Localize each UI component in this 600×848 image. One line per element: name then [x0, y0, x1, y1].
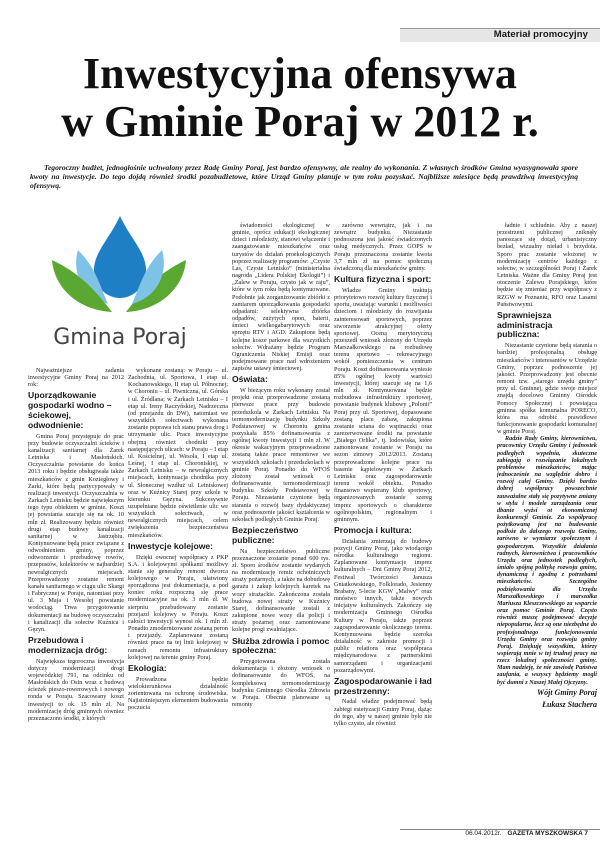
footer — [465, 830, 588, 837]
article-column-1 — [28, 367, 124, 822]
paragraph: Największa tegoroczna inwestycja dotyczy modernizacji drogi wojewódzkiej 791, na odcinku od Masłońskich do Osin wraz z budową ścieżek pieszo-rowerowych i nowego ronda w Poraju. Szacowany koszt inwestycji to ok. 15 mln zł. Na modernizację dróg gminnych równiez przeznaczono środki, z których — [28, 657, 124, 722]
lead-paragraph: Tegoroczny budżet, jednogłośnie uchwalony przez Radę Gminy Poraj, jest bardzo ofensywny, ale realny do wykonania. Z własnych środków Gmina wyasygnowała spore kwoty na inwestycje. Do tego dojdą również środki pozabudżetowe, które Urząd Gminy planuje w tym roku pozyskać. Najbliższe miesiące będą prawdziwą inwestycyjną ofensywą. — [30, 163, 578, 190]
paragraph: Przygotowana została dokumentacja i złożony wniosek o dofinansowanie do WFOŚ, na kompleksową termomodernizację budynku Gminnego Ośrodka Zdrowia w Poraju. Obecnie planowane są remonty — [232, 658, 330, 709]
paragraph: Niezastanie czynione będą starania o bardziej profesjonalną obsługę mieszkańców i interesantów w Urzędzie Gminy, poprzez podnoszenie jej jakości. Przeprowadzony jest obecnie remont tzw. „starego urzędu gminy” przy ul. Gminnej, gdzie swoje miejsce znajdą docelowo Gminny Ośrodek Pomocy Społecznej i powstająca gminna spółka komunalna PORECO, która ma odrobić prawidłowe funkcjonowanie gospodarki komunalnej w gminie Poraj. — [497, 342, 597, 436]
signature-name: Łukasz Stachera — [542, 699, 597, 709]
logo-text: Gmina Poraj — [53, 325, 187, 350]
logo-graphic — [26, 212, 214, 360]
footer-date: 06.04.2012r. — [465, 830, 502, 837]
headline-line-2: w Gminie Poraj w 2012 r. — [61, 97, 539, 146]
footer-label: GAZETA MYSZKOWSKA 7 — [507, 830, 588, 837]
paragraph: Nadal władze podejmować będą zabiegi estetyzacji Gminy Poraj, dążąc do tego, aby w naszej gminie było nie tylko czysto, ale również — [334, 698, 432, 727]
section-heading-ecology: Ekologia: — [128, 662, 167, 673]
paragraph: Na bezpieczeństwo publiczne przeznaczone zostanie ponad 600 tys. zł. Sporo środków zostanie wydanych na modernizację remiz ochotniczych straży pożarnych, a także na dobudowę garażu i zakup kolejnych karetek na wozy strażackie. Zakończona została budowa nowej straży w Kuźnicy Starej, dofinansowanie zostali z zakupione nowe wozy dla policji i straży pożarnej oraz zamontowane kolejne progi zwalniające. — [232, 547, 330, 634]
paragraph: Prowadzona będzie wielokierunkowa działalność zorientowana na ochronę środowiska. Najistotniejszym elementem budowania poczucia — [128, 675, 228, 712]
section-heading-sport: Kultura fizyczna i sport: — [334, 274, 432, 285]
intro-paragraph: Najważniejsze zadania inwestycyjne Gminy Poraj na 2012 rok: — [28, 367, 124, 389]
gmina-poraj-logo — [26, 212, 214, 360]
section-heading-administration: Sprawniejsza administracja publiczna: — [497, 309, 553, 340]
article-column-5 — [497, 222, 597, 822]
section-heading-railway: Inwestycje kolejowe: — [128, 540, 214, 551]
paragraph: zarówno wewnątrz, jak i na zewnątrz budynku. Niezastanie podnoszona jest jakość świadczonych usług medycznych. Przez GOPS w Poraju przeznaczona zostanie kwota 3,7 mln zł na pomoc społeczną świadczoną dla mieszkańców gminy. — [334, 222, 432, 272]
promo-label: Materiał promocyjny — [493, 29, 588, 40]
section-heading-health: Służba zdrowia i pomoc społeczna: — [232, 635, 330, 656]
headline — [0, 50, 600, 146]
article-column-4 — [334, 222, 432, 822]
paragraph: W bieżącym roku wykonany został projekt oraz przeprowadzone zostaną pierwsze prace przy budowie przedszkola w Żarkach Letnisku. Na termomodernizację budynku Szkoły Podstawowej w Choroniu gmina pozyskała 85% dofinansowania z ogólnej kwoty inwestycji 1 mln zł. W okresie wakacyjnym przeprowadzone zostaną także prace remontowe we wszystkich szkołach i przedszkolach w gminie Poraj. Ponadto do WFOŚ złożony został wniosek o dofinansowanie termomodernizacji budynku Szkoły Podstawowej w Poraju. Niezastanie czynione będą starania o rozwój bazy dydaktycznej oraz podnoszenie jakości kształcenia w szkołach podległych Gminie Poraj. — [232, 387, 330, 523]
article-column-3 — [232, 222, 330, 822]
paragraph: Działania zmierzają do budowy pozycji Gminy Poraj, jako wiodącego ośrodka kulturalnego regionu. Zaplanowane kontynuacje imprez kulturalnych – Dni Gminy Poraj 2012, Festiwal Twórczości Janusza Gniatkowskiego, Folklorado, Jesienny Brabany, 5-lecie KGW „Malwy” oraz mnóstwo innych, także nowych inicjatyw kulturalnych. Zakończy się modernizacja Gminnego Ośrodka Kultury w Poraju, także poprzez zagospodarowanie okolicznego terenu. Kontynuowana będzie szeroka działalność w zakresie promocji i public relations oraz współpraca międzynarodowa z partnerskimi samorządami i organizacjami pozarządowymi. — [334, 537, 432, 674]
article-column-2 — [128, 367, 228, 822]
signature-title: Wójt Gminy Poraj — [536, 687, 597, 697]
section-heading-water: Uporządkowanie gospodarki wodno – ściekowej, odwodnienie: — [28, 390, 112, 430]
paragraph: Gmina Poraj przystępuje do prac przy budowie oczyszczalni ścieków i kanalizacji sanitarnej dla Żarek Letniska i Masłońskich. Oczyszczalnia powstanie do końca 2013 roku i będzie obsługiwała także mieszkańców z gmin Koziegłowy i Żarki, które będą partycypowały w realizacji inwestycji. Oczyszczalnia w Żarkach Letnisku będzie największym tego typu obiektem w gminie. Koszt jej powstania szacuje się na ok. 10 mln zł. Realizowany będzie również drugi etap budowy kanalizacji sanitarnej w Jastrzębiu. Kontynuowane będą prace związane z odwodnieniem gminy, poprzez odtworzenie i przebudowę rowów, przepustów, kolektorów w najbardziej newralgicznych miejscach. Przeprowadzony zostanie remont kanału sanitarnego w ciągu ulic Skargi i Fabrycznej w Poraju, natomiast przy ul. 3 Maja i Wesołej powstanie wodociąg. Trwa przygotowanie dokumentacji na budowę oczyszczalni i kanalizacji dla sołectw Kuźnica i Gęzyn. — [28, 432, 124, 633]
closing-paragraph: Radzie Rady Gminy, kierownictwu, pracownicy Urzędu Gminy i jednostek podległych wypełnia, skuteczne zabiegają o rozwiązanie lokalnych problemów mieszkańców, mając jednocześnie na względzie dobro i rozwój całej Gminy. Dzięki bardzo dobrej współpracy powszechnie zauważalne stały się pozytywne zmiany w stylu i modele zarządzania oraz dbanie wyżsi ot ekonomicznej konkurencji Gminie. Za współpracę pożytkowaną jest na budowanie podłoże do dalszego rozwoju Gminy, zarówno w wymiarze społecznym i gospodarczym. Wszystkie działania radnych, kierownictwa i pracowników Urzędu oraz jednostek podległych, śmiało spójną politykę rozwoju gminy, dynamiczną i zgodną z potrzebami mieszkańców. Szczególne podziękowania dla Urzędu Marszałkowskiego i marszałka Mariusza Kleszczewskiego za wsparcie oraz pomoc Gminie Poraj. Często również muszę podejmować decyzje niepopularne, lecz są one niezbędne do profesjonalnego funkcjonowania Urzędu Gminy oraz rozwoju gminy Poraj. Dziękuję wszystkim, którzy wspierają mnie w tej trudnej pracy na rzecz lokalnej społeczności gminy. Mam nadzieję, że nie zawiodę Państwa zaufania, a wszyscy będziemy mogli być dumni z Naszej Małej Ojczyzny. — [497, 435, 597, 686]
section-heading-education: Oświata: — [232, 374, 268, 385]
paragraph: wykonane zostaną: w Poraju – ul. Zachodnia, ul. Sportowa, I etap ul. Kochanowskiego, II etap ul. Północnej; w Choroniu – ul. Piwniczna, ul. Górska i ul. Źródlana; w Żarkach Letnisku – I etap ul. Ireny Raczyńskiej, Nadrzeczna (od przejazdu do DW), natomiast we wszystkich sołectwach wykonana zostanie poprawa ich stanu prawa drog i utrzymanie ulic. Prace inwestycyjne obejmą również chodniki przy następujących ulicach: w Poraju – I etap ul. Kościelnej, ul. Wesoła, I etap ul. Leśnej, I etap ul. Choroniskiej, w Żarkach Letnisku – w newralgicznych miejscach, kontynuacja chodnika przy ul. Słonecznej wzdłuż ul. Letniskowej oraz w Kuźnicy Starej przy szkole w kierunku Gęzyna. Sukcesywnie uzupełniane będzie oświetlenie ulic we wszystkich sołectwach, w newralgicznych miejscach, celem zwiększenia bezpieczeństwa mieszkańców. — [128, 367, 228, 539]
paragraph: Dzięki owocnej współpracy z PKP S.A. i kolejowymi spółkami możliwy stanie się generalny remont dworca kolejowego w Poraju, ułatwiony sporządzona jest dokumentacja, a pod koniec roku rozpoczną się prace modernizacyjne na ok. 3 mln zł. W sierpniu przebudowany zostanie przejazd kolejowy w Poraju. Koszt całości inwestycji wynosi ok. 1 mln zł. Ponadto zmodernizowane zostaną peron i przejazdy. Zaplanowane zostaną również prace na tej linii kolejowej w ramach remontu infrastruktury kolejowej na terenie gminy Poraj. — [128, 553, 228, 661]
paragraph: świadomości ekologicznej w gminie, oprócz edukacji ekologicznej dzieci i młodzieży, stanowi włączenie i zaangażowanie mieszkańców oraz turystów do działań proekologicznych poprzez realizację programów: „Czyste Las, Czyste Letnisko” (ministerialna nagroda „Lidera Polskiej Ekologii”) i „Zalew w Poraju, czysto jak w raju”, które w tym roku będą kontynuowane. Podobnie jak zorganizowanie zbiórki z zamiarem uporządkowania gospodarki odpadami: selektywna zbiórka odpadów, zużytych opon, baterii, śmieci wielkogabarytowych oraz sprzętu RTV i AGD. Zakupione będą kolejne kosze parkowe dla wszystkich sołectw. Wdrażany będzie Program Ograniczenia Niskiej Emisji oraz podejmowane prace nad wdrożeniem zapisów ustawy śmieciowej. — [232, 222, 330, 373]
section-heading-safety: Bezpieczeństwo publiczne: — [232, 525, 299, 545]
section-heading-culture: Promocja i kultura: — [334, 525, 412, 536]
headline-line-1: Inwestycyjna ofensywa — [83, 49, 517, 98]
paragraph: Władze Gminy traktują priorytetowo rozwój kultury fizycznej i sportu, uważając warunki i możliwości dzieciom i młodzieży do rozwijania zainteresowań sportowych, poprzez stworzenie atrakcyjnej oferty sportowej. Oceną merytoryczną przeszedł wniosek złożony do Urzędu Marszałkowskiego na rozbudowę terenu sportowo – rekreacyjnego wokół pomieszczenia w centrum Poraju. Koszt dofinansowania wyniesie 85% ogólnej kwoty wartości inwestycji, której szacuje się na 1,6 mln zł. Kontynuowana będzie rozbudowa infrastruktury sportowej, powstanie budynek klubowy „Polonii” Poraj przy ul. Sportowej, dopasowane zostaną place zabaw, zakupiona zostanie sciana do wspinaczki oraz zarezerwowane środki na powstanie „Białego Orlika”, tj. lodowiska, które zamontowane zostanie w Poraju na sezon zimowy 2012/2013. Zostaną przeprowadzone kolejne prace na basenie kąpielowym w Żarkach Letnisku oraz zagospodarowanie terenu wokół obiektu. Ponadto finansowo wspierany klub sportowy, organizowanych zostanie szereg imprez sportowych o charakterze ogólnopolskim, regionalnym i gminnym. — [334, 286, 432, 523]
section-heading-roads: Przebudowa i modernizacja dróg: — [28, 635, 108, 655]
paragraph: ładnie i schludnie. Aby z naszej przestrzeni publicznej zniknęły panoszące się dotąd, urbanistyczny bezład, wizualny nieład i brzydota. Sporo prac zostanie włożonej w modernizację centrów każdego z sołectw, w szczególności Poraj i Żarek Letniska. Ważne dla Gminy Poraj jest otoczenie Zalewu Porajskiego, które będzie się zmieniać przy współpracy z RZGW w Poznaniu, RFO oraz Lasami Państwowymi. — [497, 222, 597, 308]
section-heading-spatial: Zagospodarowanie i ład przestrzenny: — [334, 675, 432, 696]
